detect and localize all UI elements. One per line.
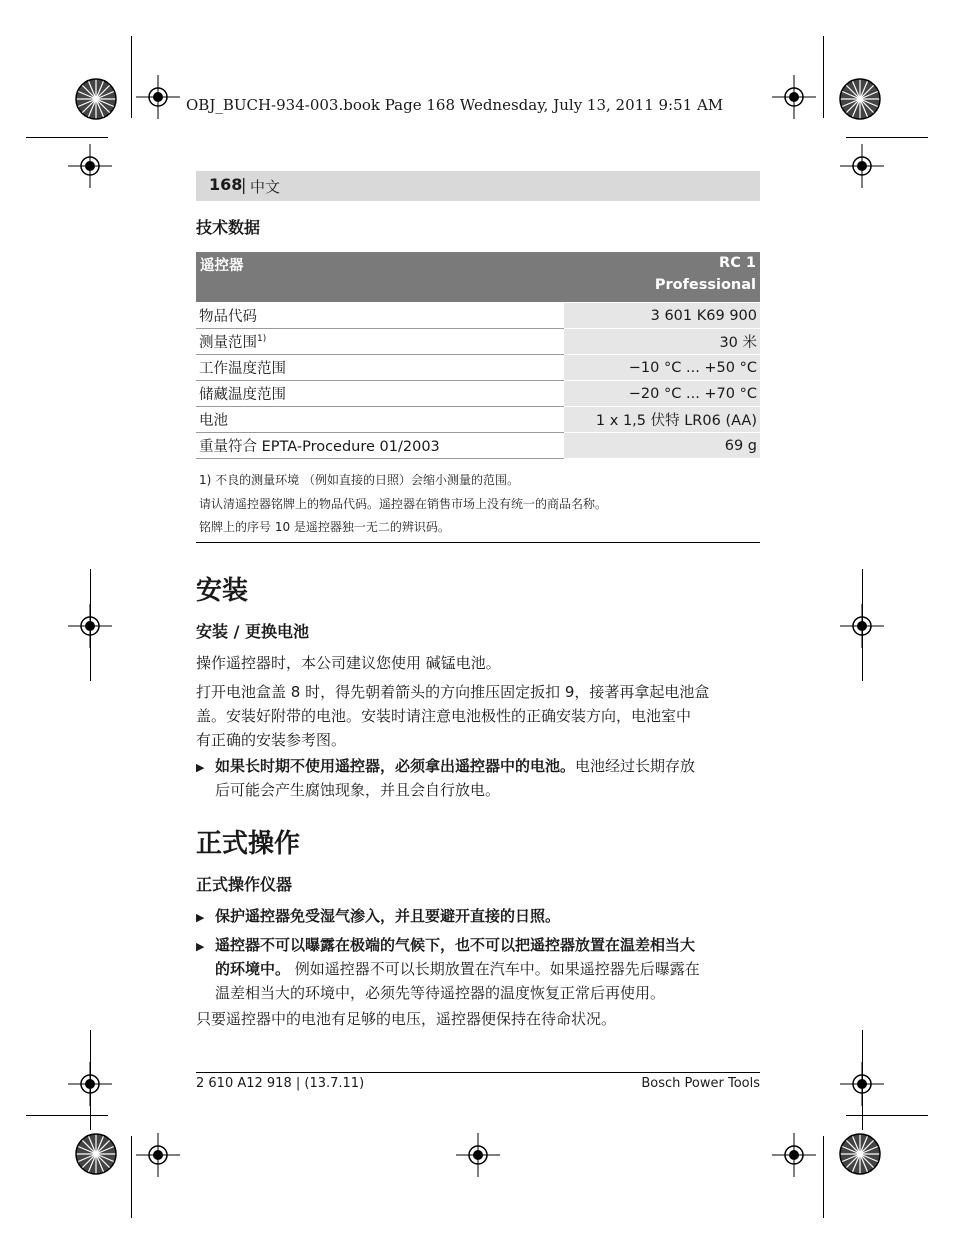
operation-paragraph: 只要遥控器中的电池有足够的电压，遥控器便保持在待命状况。 xyxy=(196,1010,617,1028)
warning-bullet xyxy=(196,754,760,802)
text-line xyxy=(215,933,760,957)
row-value: 1 x 1,5 伏特 LR06 (AA) xyxy=(564,407,760,433)
row-value: 69 g xyxy=(564,433,760,459)
crop-mark xyxy=(846,137,928,138)
page-number: 168 xyxy=(209,175,243,194)
table-row xyxy=(196,381,760,407)
row-value: 3 601 K69 900 xyxy=(564,303,760,329)
bullet-arrow-icon: ▶ xyxy=(196,940,205,953)
row-label: 工作温度范围 xyxy=(196,355,564,381)
footnote: 铭牌上的序号 10 是遥控器独一无二的辨识码。 xyxy=(199,520,450,534)
crop-mark xyxy=(26,137,108,138)
row-value: 30 米 xyxy=(564,329,760,355)
text-line: 温差相当大的环境中，必须先等待遥控器的温度恢复正常后再使用。 xyxy=(215,984,666,1002)
install-heading: 安装 xyxy=(196,576,249,606)
page-band xyxy=(196,171,760,201)
bullet-arrow-icon: ▶ xyxy=(196,761,205,774)
registration-mark xyxy=(68,1062,112,1106)
crop-mark xyxy=(823,36,824,118)
operation-heading: 正式操作 xyxy=(196,829,301,859)
bullet-arrow-icon: ▶ xyxy=(196,911,205,924)
spec-table xyxy=(196,252,760,459)
crop-mark xyxy=(131,36,132,118)
footnote-ref: 1) xyxy=(257,334,267,345)
bullet-bold-text: 遥控器不可以曝露在极端的气候下，也不可以把遥控器放置在温差相当大 xyxy=(215,936,696,954)
page-separator: | xyxy=(241,175,247,194)
text-line xyxy=(215,754,760,778)
warning-bullet xyxy=(196,904,760,928)
bullet-text: 例如遥控器不可以长期放置在汽车中。如果遥控器先后曝露在 xyxy=(290,960,700,978)
spec-header-left: 遥控器 xyxy=(196,252,564,303)
row-label: 物品代码 xyxy=(196,303,564,329)
operation-subheading: 正式操作仪器 xyxy=(196,875,293,894)
text-line: 打开电池盒盖 8 时，得先朝着箭头的方向推压固定扳扣 9，接著再拿起电池盒 xyxy=(196,683,710,701)
table-row xyxy=(196,433,760,459)
crop-mark xyxy=(131,1136,132,1218)
footer-right: Bosch Power Tools xyxy=(641,1076,760,1091)
row-value: −10 °C ... +50 °C xyxy=(564,355,760,381)
text-line: 有正确的安装参考图。 xyxy=(196,731,347,749)
bullet-bold-text: 如果长时期不使用遥控器，必须拿出遥控器中的电池。 xyxy=(215,757,576,775)
registration-mark xyxy=(136,1133,180,1177)
install-subheading: 安装 / 更换电池 xyxy=(196,622,309,641)
table-row xyxy=(196,303,760,329)
registration-mark xyxy=(772,1133,816,1177)
row-label-cell xyxy=(196,329,564,355)
table-row xyxy=(196,329,760,355)
row-label: 重量符合 EPTA-Procedure 01/2003 xyxy=(196,433,564,459)
starburst-mark xyxy=(68,1126,124,1182)
row-label: 测量范围 xyxy=(199,335,257,351)
bullet-text: 电池经过长期存放 xyxy=(575,757,696,775)
footnote: 1) 不良的测量环境 （例如直接的日照）会缩小测量的范围。 xyxy=(199,473,519,487)
registration-mark xyxy=(68,604,112,648)
registration-mark xyxy=(840,1062,884,1106)
crop-mark xyxy=(846,1115,928,1116)
page-language: 中文 xyxy=(250,178,281,196)
bullet-bold-text: 的环境中。 xyxy=(215,960,291,978)
install-paragraph: 操作遥控器时，本公司建议您使用 碱锰电池。 xyxy=(196,654,501,672)
row-label: 储藏温度范围 xyxy=(196,381,564,407)
registration-mark xyxy=(136,75,180,119)
footer-divider xyxy=(196,1072,760,1073)
spec-header-right xyxy=(564,252,760,303)
registration-mark xyxy=(456,1133,500,1177)
crop-mark xyxy=(26,1115,108,1116)
table-row xyxy=(196,407,760,433)
text-line: 盖。安装好附带的电池。安装时请注意电池极性的正确安装方向，电池室中 xyxy=(196,707,692,725)
bullet-bold-text: 保护遥控器免受湿气渗入，并且要避开直接的日照。 xyxy=(215,907,561,925)
text-line: 后可能会产生腐蚀现象，并且会自行放电。 xyxy=(215,781,501,799)
install-paragraph xyxy=(196,680,760,752)
footer-left: 2 610 A12 918 | (13.7.11) xyxy=(196,1076,365,1091)
warning-bullet xyxy=(196,933,760,1005)
footnote: 请认清遥控器铭牌上的物品代码。遥控器在销售市场上没有统一的商品名称。 xyxy=(199,497,608,511)
spec-table-header xyxy=(196,252,760,303)
registration-mark xyxy=(840,604,884,648)
row-label: 电池 xyxy=(196,407,564,433)
registration-mark xyxy=(68,144,112,188)
row-value: −20 °C ... +70 °C xyxy=(564,381,760,407)
text-line xyxy=(215,957,760,981)
divider xyxy=(196,542,760,543)
registration-mark xyxy=(840,144,884,188)
registration-mark xyxy=(772,75,816,119)
starburst-mark xyxy=(832,71,888,127)
starburst-mark xyxy=(68,71,124,127)
model-name: RC 1 xyxy=(719,255,756,271)
tech-data-heading: 技术数据 xyxy=(196,218,261,237)
print-header: OBJ_BUCH-934-003.book Page 168 Wednesday, July 13, 2011 9:51 AM xyxy=(186,96,724,114)
model-suffix: Professional xyxy=(654,277,756,293)
crop-mark xyxy=(823,1136,824,1218)
starburst-mark xyxy=(832,1126,888,1182)
table-row xyxy=(196,355,760,381)
